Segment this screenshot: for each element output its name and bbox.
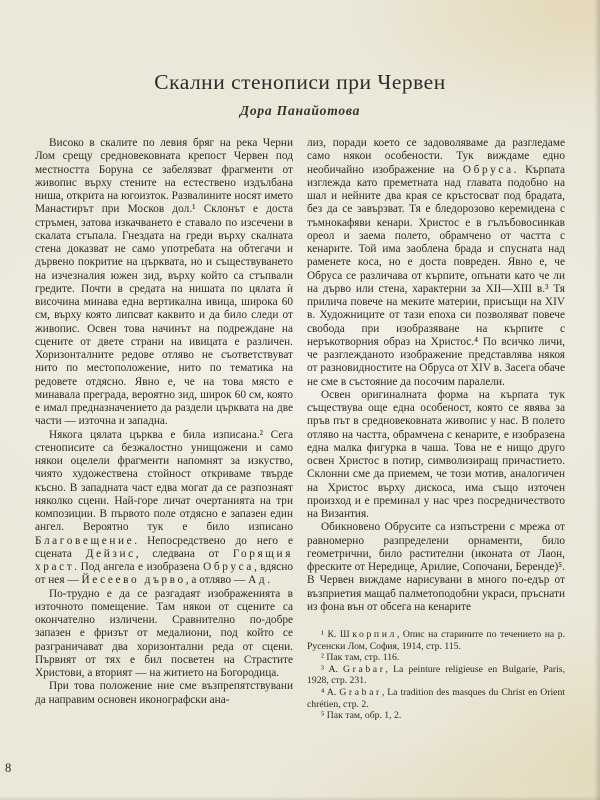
text-run: , Опис на старините по течението на р. Русенски Лом, София, 1914, стр. 115. [307, 629, 565, 652]
emphasized-term: Grabar [339, 686, 382, 698]
text-run: , вдясно от нея — [35, 561, 294, 587]
text-run: Освен оригиналната форма на кърпата тук съществува още една особеност, която се явява за пръв път в средновековната живопис у нас. В полето отляво на частта, обрамчена с кенарите, е изобразена една малка фигурка в чаша. Това не е нищо друго освен Христос в потир, символизиращ причастието. Склонни сме да приемем, че този мотив, аналогичен на Христос върху дискоса, има също източен произход и е преминал у нас чрез посредничеството на Византия. [307, 388, 565, 520]
footnote [307, 687, 565, 710]
body-paragraph [307, 389, 565, 522]
emphasized-term: Ад [248, 574, 268, 587]
body-paragraph [307, 137, 565, 389]
body-paragraph [307, 521, 565, 614]
emphasized-term: Grabar [343, 663, 386, 675]
body-paragraph [35, 680, 293, 707]
page-number: 8 [5, 761, 12, 775]
text-run: , следвана от [135, 547, 233, 560]
text-run: ⁵ Пак там, обр. 1, 2. [321, 710, 402, 722]
emphasized-term: Йесеево дърво [81, 574, 186, 587]
text-run: , La tradition des masques du Christ en Orient chrétien, стр. 2. [307, 686, 565, 710]
text-run: Обикновено Обрусите са изпъстрени с мрежа от равномерно разпределени орнаменти, било геометрични, било растителни (иконата от Лаон, фреските от Нередице, Арилие, Сопочани, Беренде)⁵. В Червен виждаме нарисувани в много по-едър от възприетия мащаб палметоподобни украси, пръснати из фона вън от обсега на кенарите [307, 521, 565, 613]
text-run: лиз, поради което се задоволяваме да разгледаме само някои особености. Тук виждаме едно необичайно изображение на [307, 137, 565, 176]
text-run: Някога цялата църква е била изписана.² Сега стенописите са безжалостно унищожени и само някои оцелели фрагменти напомнят за изкуство, чиято художествена стойност откриваме твърде късно. В западната част едва могат да се разпознаят няколко сцени. Най-горе личат очертанията на три композиции. В първото поле отдясно е запазен един ангел. Вероятно тук е било изписано [35, 428, 293, 534]
two-column-text [35, 137, 565, 770]
text-run: По-трудно е да се разгадаят изображенията в източното помещение. Там някои от сцените са окончателно изличени. Сравнително по-добре запазен е фризът от медалиони, под който се разграничават два хоризонтални реда от сцени. Първият от тях е бил посветен на Страстите Христови, а вторият — на житието на Богородица. [35, 587, 293, 679]
text-run: ³ A. [321, 663, 344, 675]
emphasized-term: Благовещение [35, 534, 135, 547]
right-column [307, 137, 565, 770]
scan-edge-shadow-bottom [0, 796, 600, 800]
footnote [307, 652, 565, 664]
text-run: , La peinture religieuse en Bulgarie, Paris, 1928, стр. 231. [307, 663, 565, 687]
footnote [307, 629, 565, 652]
text-run: ⁴ A. [321, 686, 340, 698]
emphasized-term: Горящия храст [35, 547, 293, 573]
footnotes [307, 629, 565, 722]
text-run: ¹ К. [321, 629, 340, 640]
emphasized-term: Обруса [203, 561, 254, 573]
footnote [307, 664, 565, 687]
text-run: . Под ангела е изобразена [74, 561, 204, 573]
body-paragraph [35, 588, 293, 681]
left-column [35, 137, 293, 770]
text-run: . [267, 574, 271, 587]
page-title: Скални стенописи при Червен [154, 70, 446, 95]
body-paragraph [35, 137, 293, 429]
emphasized-term: Шкорпил [339, 629, 397, 640]
text-run: ² Пак там, стр. 116. [321, 652, 400, 664]
author-name: Дора Панайотова [239, 103, 361, 118]
text-run: , а отляво — [185, 574, 249, 587]
scan-edge-shadow-right [594, 0, 600, 800]
text-run: . Непосредствено до него е сцената [35, 534, 293, 560]
text-run: Високо в скалите по левия бряг на река Черни Лом срещу средновековната крепост Червен под местността Боруна се забелязват фрагменти от живопис върху стените на естествено издълбана ниша, открита на югоизток. Развалините носят името Манастирът при Москов дол.¹ Склонът е доста стръмен, затова изкачването е ставало по изсечени в скалата стъпала. Гнездата на греди върху скалната стена доказват не само употребата на обтегачи и дървено покритие на църквата, но и съществуването на изчезналия южен зид, върху който са стъпвали гредите. Почти в средата на нишата по цялата ѝ височина минава една вертикална ивица, широка 60 см, върху която липсват каквито и да било следи от живопис. Освен това начинът на подреждане на сцените от двете страни на ивицата е различен. Хоризонталните редове отляво не съответствуват нито по местоположение, нито по тематика на редовете отдясно. Явно е, че на това място е минавала преграда, вероятно зид, широк 60 см, която е имал предназначението да раздели църквата на две части — източна и западна. [35, 137, 293, 428]
body-paragraph [35, 429, 293, 588]
text-run: . Кърпата изглежда като преметната над главата подобно на шал и нейните два края се кръстосват под брадата, без да се завързват. Тя е бледорозово керемидена с тъмнокафяви кенари. Христос е в гълъбовосинкав ореол и заема полето, обрамчено от частта с кенарите. Той има заоблена брада и спусната над раменете коса, но е доста повреден. Явно е, че Обруса се различава от кърпите, опънати като че ли на дърво или стена, характерни за XII—XIII в.³ Тя прилича повече на меките материи, присъщи на XIV в. Художниците от тази епоха си позволяват повече свобода при изобразяване на кърпите с неръкотворния образ на Христос.⁴ По всичко личи, че разглежданото изображение представлява някоя от разновидностите на Обруса от XIV в. Засега обаче не сме в състояние да посочим паралели. [307, 163, 566, 388]
footnote [307, 710, 565, 722]
emphasized-term: Обруса [462, 163, 514, 176]
emphasized-term: Дейзис [85, 547, 136, 560]
text-run: При това положение ние сме възпрепятствувани да направим основен иконографски ана- [35, 680, 293, 706]
